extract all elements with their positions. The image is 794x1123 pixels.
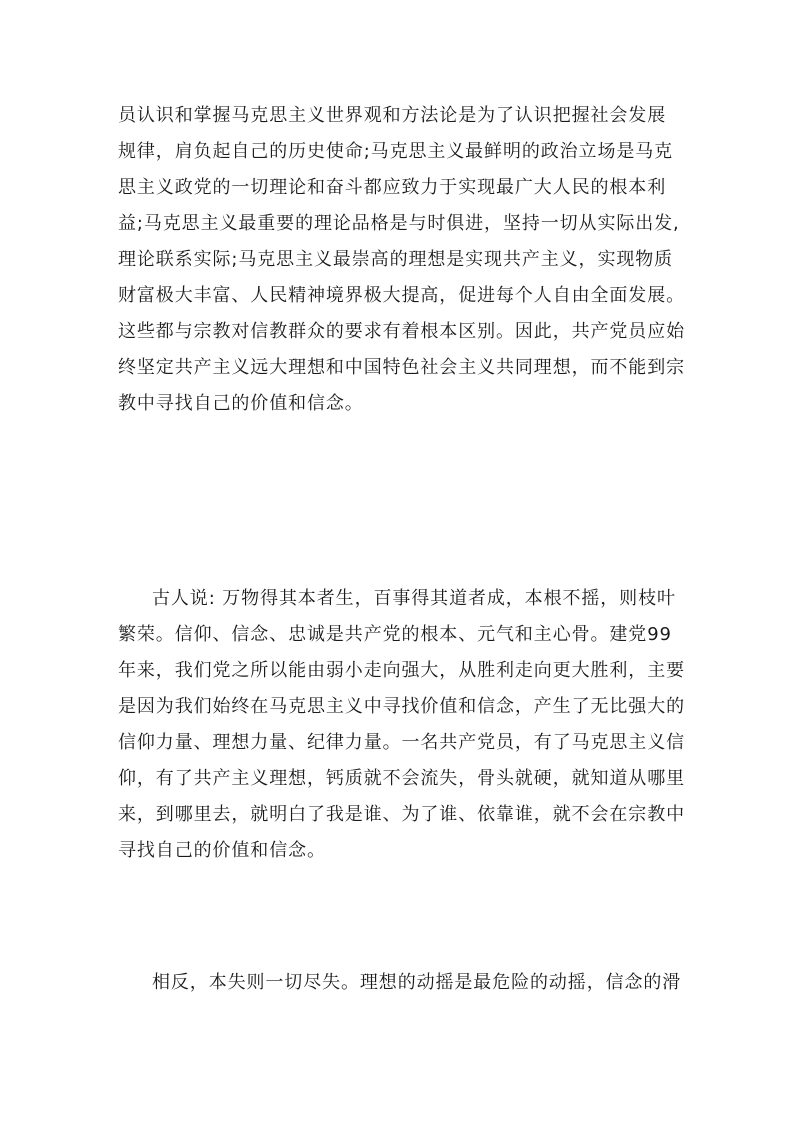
paragraph-line: 寻找自己的价值和信念。 [118,840,326,861]
paragraph-1 [118,98,688,422]
paragraph-line: 财富极大丰富、人民精神境界极大提高，促进每个人自由全面发展。 [118,285,685,306]
paragraph-line: 信仰力量、理想力量、纪律力量。一名共产党员，有了马克思主义信 [118,732,685,753]
paragraph-line: 教中寻找自己的价值和信念。 [118,393,364,414]
paragraph-3 [118,965,688,1001]
paragraph-line: 来，到哪里去，就明白了我是谁、为了谁、依靠谁，就不会在宗教中 [118,804,685,825]
paragraph-line: 思主义政党的一切理论和奋斗都应致力于实现最广大人民的根本利 [118,177,667,198]
paragraph-line: 员认识和掌握马克思主义世界观和方法论是为了认识把握社会发展 [118,105,667,126]
paragraph-line: 终坚定共产主义远大理想和中国特色社会主义共同理想，而不能到宗 [118,357,685,378]
paragraph-first-line: 相反，本失则一切尽失。理想的动摇是最危险的动摇，信念的滑 [152,972,682,993]
paragraph-2 [118,581,688,869]
paragraph-line: 规律，肩负起自己的历史使命;马克思主义最鲜明的政治立场是马克 [118,141,674,162]
paragraph-first-line: 古人说: 万物得其本者生，百事得其道者成，本根不摇，则枝叶 [152,588,676,609]
paragraph-line: 年来，我们党之所以能由弱小走向强大，从胜利走向更大胜利，主要 [118,660,685,681]
paragraph-line: 仰，有了共产主义理想，钙质就不会流失，骨头就硬，就知道从哪里 [118,768,685,789]
paragraph-line: 繁荣。信仰、信念、忠诚是共产党的根本、元气和主心骨。建党99 [118,624,672,645]
paragraph-line: 是因为我们始终在马克思主义中寻找价值和信念，产生了无比强大的 [118,696,685,717]
paragraph-line: 益;马克思主义最重要的理论品格是与时俱进，坚持一切从实际出发, [118,213,680,234]
paragraph-line: 理论联系实际;马克思主义最崇高的理想是实现共产主义，实现物质 [118,249,674,270]
paragraph-line: 这些都与宗教对信教群众的要求有着根本区别。因此，共产党员应始 [118,321,685,342]
